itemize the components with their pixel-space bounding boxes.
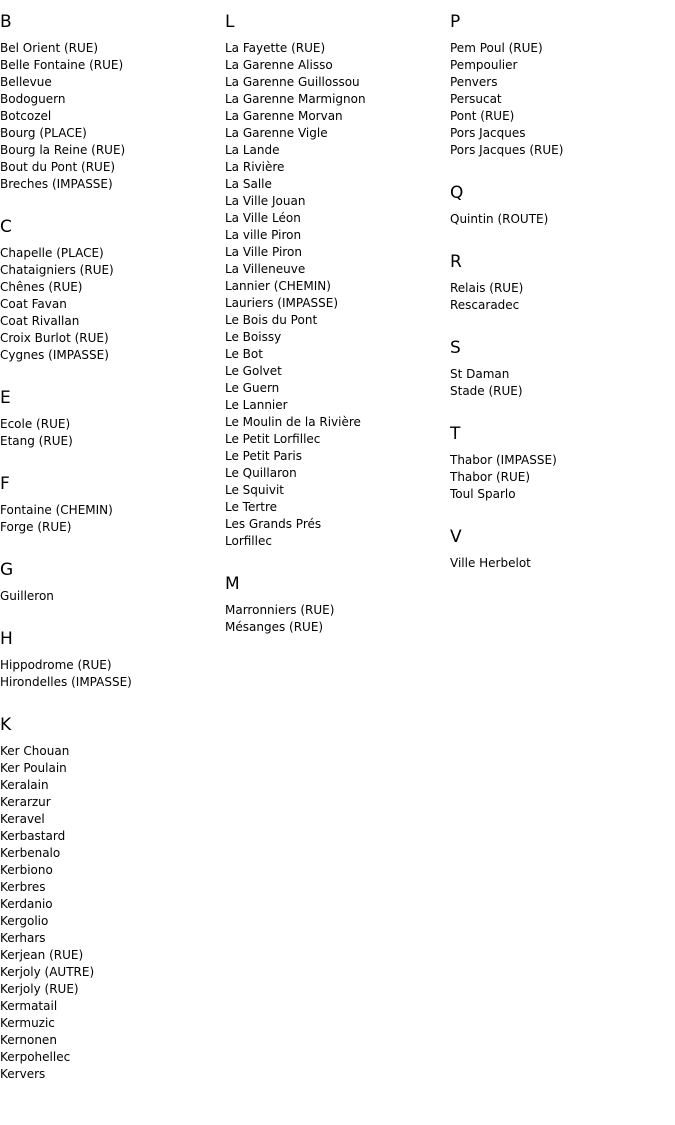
street-link[interactable]: Le Bot — [225, 347, 263, 361]
street-link[interactable]: Thabor (IMPASSE) — [450, 453, 557, 467]
street-link[interactable]: St Daman — [450, 367, 510, 381]
letter-heading: L — [225, 12, 235, 32]
letter-heading: S — [450, 338, 461, 358]
street-link[interactable]: Fontaine (CHEMIN) — [0, 503, 113, 517]
street-link[interactable]: Pont (RUE) — [450, 109, 515, 123]
street-link[interactable]: Etang (RUE) — [0, 434, 73, 448]
street-link[interactable]: Keravel — [0, 812, 45, 826]
street-link[interactable]: Kerjoly (RUE) — [0, 982, 79, 996]
letter-section — [0, 471, 220, 536]
letter-section — [0, 626, 220, 691]
street-link[interactable]: Toul Sparlo — [450, 487, 516, 501]
street-link[interactable]: Bodoguern — [0, 92, 66, 106]
street-link[interactable]: La Rivière — [225, 160, 285, 174]
street-link[interactable]: Bourg la Reine (RUE) — [0, 143, 126, 157]
street-link[interactable]: Ker Poulain — [0, 761, 67, 775]
street-link[interactable]: Forge (RUE) — [0, 520, 72, 534]
street-link[interactable]: Bel Orient (RUE) — [0, 41, 99, 55]
street-link[interactable]: La Garenne Guillossou — [225, 75, 360, 89]
street-link[interactable]: Cygnes (IMPASSE) — [0, 348, 109, 362]
street-list — [450, 280, 670, 314]
letter-heading: M — [225, 574, 240, 594]
letter-section — [450, 9, 670, 159]
letter-section — [225, 571, 445, 636]
street-link[interactable]: Keralain — [0, 778, 49, 792]
street-link[interactable]: Thabor (RUE) — [450, 470, 531, 484]
street-link[interactable]: Kerbenalo — [0, 846, 61, 860]
letter-section — [450, 180, 670, 228]
letter-section — [450, 335, 670, 400]
letter-section — [450, 524, 670, 572]
street-link[interactable]: Hirondelles (IMPASSE) — [0, 675, 132, 689]
letter-heading: T — [450, 424, 461, 444]
street-list — [450, 211, 670, 228]
letter-heading: P — [450, 12, 461, 32]
street-link[interactable]: Le Tertre — [225, 500, 278, 514]
letter-section — [450, 421, 670, 503]
street-link[interactable]: La Garenne Alisso — [225, 58, 333, 72]
street-link[interactable]: Lannier (CHEMIN) — [225, 279, 331, 293]
street-link[interactable]: Chataigniers (RUE) — [0, 263, 114, 277]
letter-section — [225, 9, 445, 550]
street-list — [0, 657, 220, 691]
street-link[interactable]: Le Petit Paris — [225, 449, 302, 463]
street-link[interactable]: Ker Chouan — [0, 744, 70, 758]
letter-section — [0, 214, 220, 364]
street-link[interactable]: Kerjean (RUE) — [0, 948, 84, 962]
street-link[interactable]: Botcozel — [0, 109, 52, 123]
street-list — [0, 743, 220, 1083]
street-link[interactable]: Le Squivit — [225, 483, 284, 497]
street-link[interactable]: Lorfillec — [225, 534, 272, 548]
street-list — [225, 40, 445, 550]
street-list — [0, 502, 220, 536]
street-link[interactable]: La Ville Jouan — [225, 194, 306, 208]
street-link[interactable]: Kerdanio — [0, 897, 53, 911]
street-link[interactable]: Kerbastard — [0, 829, 66, 843]
street-list — [0, 40, 220, 193]
street-list — [0, 588, 220, 605]
street-link[interactable]: La Garenne Morvan — [225, 109, 343, 123]
street-list — [450, 555, 670, 572]
street-link[interactable]: Croix Burlot (RUE) — [0, 331, 109, 345]
street-index-column-1 — [0, 9, 220, 1104]
street-link[interactable]: Kerpohellec — [0, 1050, 71, 1064]
street-link[interactable]: Kergolio — [0, 914, 49, 928]
street-link[interactable]: Kerhars — [0, 931, 46, 945]
letter-heading: C — [0, 217, 12, 237]
letter-heading: Q — [450, 183, 464, 203]
street-link[interactable]: Kerbiono — [0, 863, 53, 877]
street-link[interactable]: Marronniers (RUE) — [225, 603, 335, 617]
street-link[interactable]: Persucat — [450, 92, 502, 106]
street-link[interactable]: Breches (IMPASSE) — [0, 177, 113, 191]
street-link[interactable]: Ville Herbelot — [450, 556, 531, 570]
street-list — [225, 602, 445, 636]
letter-heading: H — [0, 629, 13, 649]
street-link[interactable]: Stade (RUE) — [450, 384, 523, 398]
letter-heading: F — [0, 474, 10, 494]
street-link[interactable]: Le Boissy — [225, 330, 282, 344]
letter-heading: K — [0, 715, 12, 735]
street-link[interactable]: Relais (RUE) — [450, 281, 524, 295]
street-link[interactable]: Coat Favan — [0, 297, 67, 311]
street-link[interactable]: Bourg (PLACE) — [0, 126, 87, 140]
letter-heading: B — [0, 12, 12, 32]
street-link[interactable]: Pempoulier — [450, 58, 518, 72]
street-link[interactable]: Kermatail — [0, 999, 58, 1013]
letter-section — [0, 385, 220, 450]
street-link[interactable]: Mésanges (RUE) — [225, 620, 324, 634]
street-list — [450, 452, 670, 503]
street-list — [0, 416, 220, 450]
street-link[interactable]: Kerjoly (AUTRE) — [0, 965, 95, 979]
letter-section — [0, 712, 220, 1083]
street-link[interactable]: Coat Rivallan — [0, 314, 80, 328]
street-link[interactable]: Le Guern — [225, 381, 280, 395]
street-link[interactable]: Pem Poul (RUE) — [450, 41, 543, 55]
street-link[interactable]: Pors Jacques — [450, 126, 526, 140]
street-link[interactable]: Le Lannier — [225, 398, 288, 412]
street-link[interactable]: La Salle — [225, 177, 272, 191]
street-link[interactable]: Le Bois du Pont — [225, 313, 318, 327]
street-link[interactable]: La Ville Piron — [225, 245, 302, 259]
street-link[interactable]: Kermuzic — [0, 1016, 55, 1030]
street-link[interactable]: Bout du Pont (RUE) — [0, 160, 116, 174]
street-link[interactable]: Bellevue — [0, 75, 52, 89]
street-link[interactable]: La Lande — [225, 143, 280, 157]
street-link[interactable]: Les Grands Prés — [225, 517, 322, 531]
street-link[interactable]: Pors Jacques (RUE) — [450, 143, 564, 157]
letter-heading: G — [0, 560, 14, 580]
letter-heading: E — [0, 388, 11, 408]
street-link[interactable]: Ecole (RUE) — [0, 417, 71, 431]
street-link[interactable]: Chapelle (PLACE) — [0, 246, 104, 260]
street-link[interactable]: Le Quillaron — [225, 466, 297, 480]
street-link[interactable]: Quintin (ROUTE) — [450, 212, 549, 226]
street-link[interactable]: La Villeneuve — [225, 262, 306, 276]
street-link[interactable]: Chênes (RUE) — [0, 280, 83, 294]
street-link[interactable]: Kernonen — [0, 1033, 57, 1047]
street-link[interactable]: Lauriers (IMPASSE) — [225, 296, 339, 310]
street-link[interactable]: Le Petit Lorfillec — [225, 432, 321, 446]
street-link[interactable]: La Ville Léon — [225, 211, 301, 225]
letter-section — [0, 557, 220, 605]
letter-section — [450, 249, 670, 314]
letter-section — [0, 9, 220, 193]
street-link[interactable]: Rescaradec — [450, 298, 520, 312]
letter-heading: V — [450, 527, 462, 547]
street-link[interactable]: Belle Fontaine (RUE) — [0, 58, 124, 72]
street-link[interactable]: La Garenne Marmignon — [225, 92, 366, 106]
street-link[interactable]: La ville Piron — [225, 228, 302, 242]
street-link[interactable]: Guilleron — [0, 589, 54, 603]
street-link[interactable]: Le Golvet — [225, 364, 282, 378]
letter-heading: R — [450, 252, 462, 272]
street-link[interactable]: Kerarzur — [0, 795, 51, 809]
street-index-column-2 — [225, 9, 445, 657]
street-link[interactable]: La Garenne Vigle — [225, 126, 328, 140]
street-link[interactable]: Hippodrome (RUE) — [0, 658, 112, 672]
street-list — [0, 245, 220, 364]
street-link[interactable]: La Fayette (RUE) — [225, 41, 326, 55]
street-link[interactable]: Kerbres — [0, 880, 46, 894]
street-list — [450, 366, 670, 400]
street-index-column-3 — [450, 9, 670, 593]
street-link[interactable]: Le Moulin de la Rivière — [225, 415, 361, 429]
street-link[interactable]: Penvers — [450, 75, 498, 89]
street-link[interactable]: Kervers — [0, 1067, 46, 1081]
street-list — [450, 40, 670, 159]
